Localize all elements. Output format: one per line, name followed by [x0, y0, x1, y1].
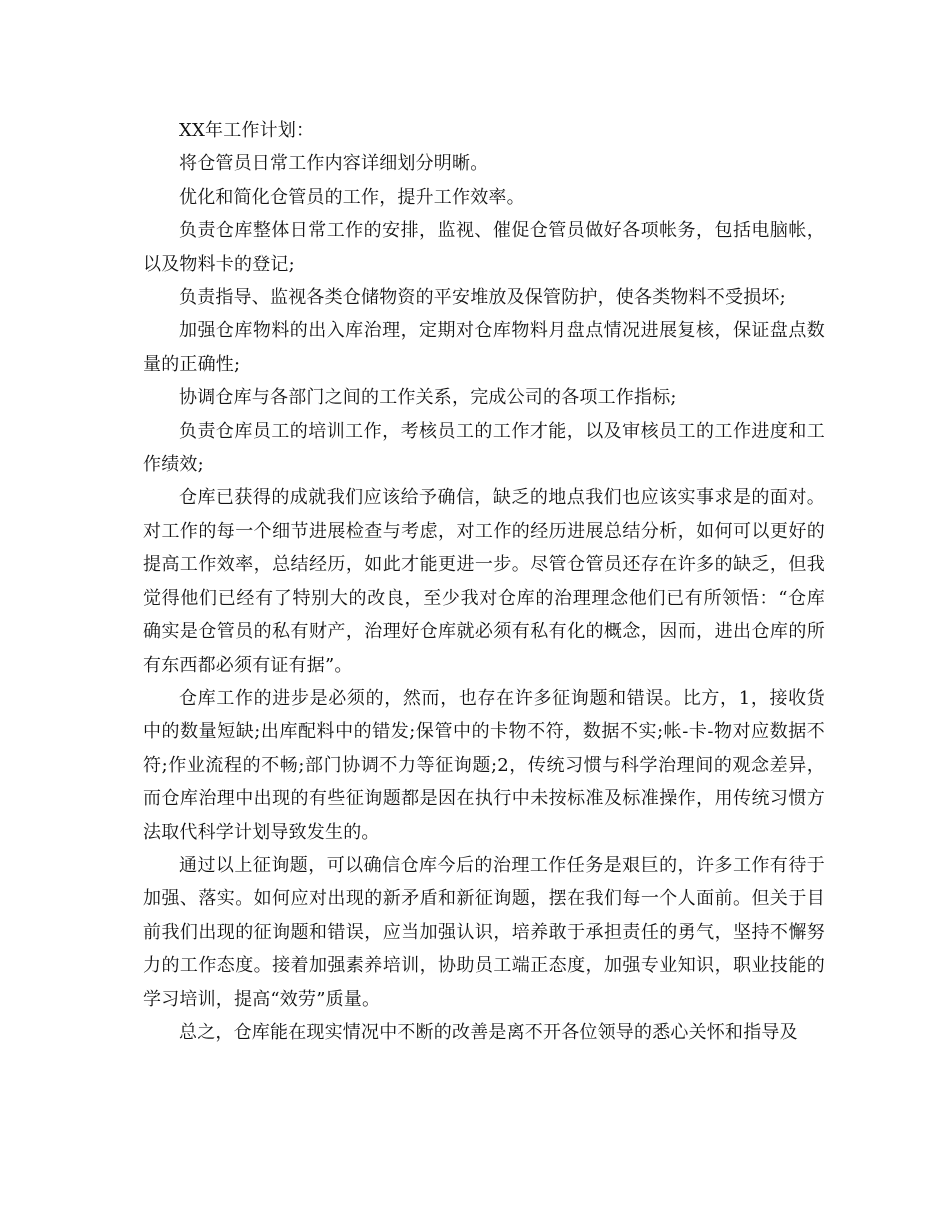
paragraph: 负责仓库整体日常工作的安排，监视、催促仓管员做好各项帐务，包括电脑帐，以及物料卡的登记;	[143, 220, 825, 275]
paragraph: 优化和简化仓管员的工作，提升工作效率。	[179, 186, 525, 208]
paragraph: 通过以上征询题，可以确信仓库今后的治理工作任务是艰巨的，许多工作有待于加强、落实。如何应对出现的新矛盾和新征询题，摆在我们每一个人面前。但关于目前我们出现的征询题和错误，应当加强认识，培养敢于承担责任的勇气，坚持不懈努力的工作态度。接着加强素养培训，协助员工端正态度，加强专业知识，职业技能的学习培训，提高“效劳”质量。	[143, 854, 825, 1010]
paragraph: 负责仓库员工的培训工作，考核员工的工作才能，以及审核员工的工作进度和工作绩效;	[143, 420, 825, 476]
paragraph: 仓库已获得的成就我们应该给予确信，缺乏的地点我们也应该实事求是的面对。对工作的每一个细节进展检查与考虑，对工作的经历进展总结分析，如何可以更好的提高工作效率，总结经历，如此才能更进一步。尽管仓管员还存在许多的缺乏，但我觉得他们已经有了特别大的改良，至少我对仓库的治理理念他们已有所领悟：“仓库确实是仓管员的私有财产，治理好仓库就必须有私有化的概念，因而，进出仓库的所有东西都必须有证有据”。	[143, 487, 825, 676]
paragraph: 负责指导、监视各类仓储物资的平安堆放及保管防护，使各类物料不受损坏;	[179, 287, 786, 309]
paragraph: XX年工作计划：	[179, 120, 315, 141]
paragraph: 将仓管员日常工作内容详细划分明晰。	[179, 153, 489, 175]
paragraph: 协调仓库与各部门之间的工作关系，完成公司的各项工作指标;	[179, 387, 677, 409]
paragraph: 仓库工作的进步是必须的，然而，也存在许多征询题和错误。比方，1，接收货中的数量短缺;出库配料中的错发;保管中的卡物不符，数据不实;帐-卡-物对应数据不符;作业流程的不畅;部门协调不力等征询题;2，传统习惯与科学治理间的观念差异，而仓库治理中出现的有些征询题都是因在执行中未按标准及标准操作，用传统习惯方法取代科学计划导致发生的。	[143, 687, 825, 843]
paragraph: 总之，仓库能在现实情况中不断的改善是离不开各位领导的悉心关怀和指导及	[179, 1021, 798, 1043]
document-body	[143, 114, 825, 1049]
paragraph: 加强仓库物料的出入库治理，定期对仓库物料月盘点情况进展复核，保证盘点数量的正确性;	[143, 320, 825, 375]
